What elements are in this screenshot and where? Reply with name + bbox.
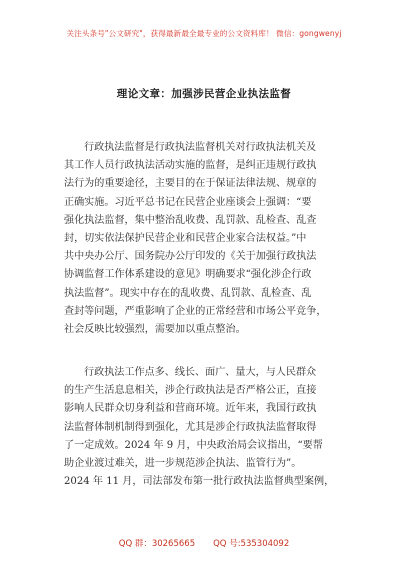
text-line: 执法监督”。现实中存在的乱收费、乱罚款、乱检查、乱 <box>64 287 312 299</box>
text-line: 的生产生活息息相关，涉企行政执法是否严格公正，直接 <box>64 385 317 397</box>
qq-number: QQ 号:535304092 <box>213 539 290 549</box>
text-line: 法行为的重要途径，主要目的在于保证法律法规、规章的 <box>64 178 317 190</box>
text-line: 协调监督工作体系建设的意见》明确要求“强化涉企行政 <box>64 269 312 281</box>
text-line: 正确实施。习近平总书记在民营企业座谈会上强调：“要 <box>64 196 312 208</box>
text-line: 行政执法监督是行政执法监督机关对行政执法机关及 <box>84 142 317 153</box>
footer-contact <box>0 537 408 549</box>
header-banner: 关注头条号"公文研究"，获得最新最全最专业的公文资料库！ 微信：gongwenyj <box>66 29 342 38</box>
text-line: 法监督体制机制得到强化，尤其是涉企行政执法监督取得 <box>64 421 317 433</box>
paragraph-1 <box>64 139 354 339</box>
paragraph-2 <box>64 364 354 491</box>
text-line: 2024 年 11 月，司法部发布第一批行政执法监督典型案例， <box>64 476 335 488</box>
document-title: 理论文章：加强涉民营企业执法监督 <box>116 88 292 100</box>
text-line: 强化执法监督，集中整治乱收费、乱罚款、乱检查、乱查 <box>64 214 317 226</box>
text-line: 助企业渡过难关，进一步规范涉企执法、监管行为”。 <box>64 458 302 470</box>
text-line: 影响人民群众切身利益和营商环境。近年来，我国行政执 <box>64 403 317 415</box>
text-line: 查封等问题，严重影响了企业的正常经营和市场公平竞争， <box>64 305 327 317</box>
text-line: 社会反映比较强烈，需要加以重点整治。 <box>64 324 246 336</box>
text-line: 行政执法工作点多、线长、面广、量大，与人民群众 <box>84 367 317 378</box>
text-line: 其工作人员行政执法活动实施的监督，是纠正违规行政执 <box>64 160 317 172</box>
text-line: 共中央办公厅、国务院办公厅印发的《关于加强行政执法 <box>64 251 317 263</box>
qq-group: QQ 群：30265665 <box>118 539 196 549</box>
text-line: 封，切实依法保护民营企业和民营企业家合法权益。”中 <box>64 233 307 245</box>
text-line: 了一定成效。2024 年 9 月，中央政治局会议指出，“要帮 <box>64 439 323 451</box>
